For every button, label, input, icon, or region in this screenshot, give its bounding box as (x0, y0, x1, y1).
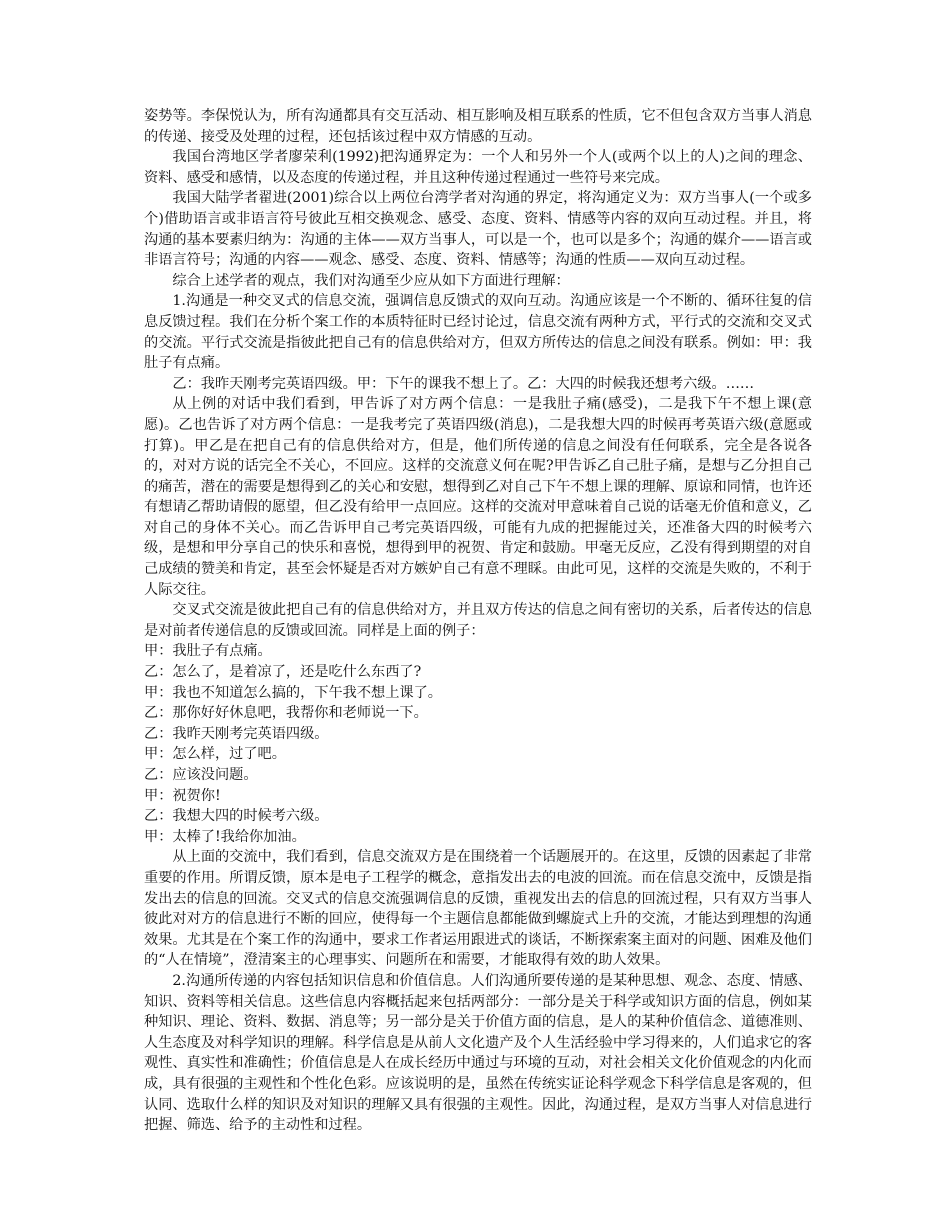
paragraph-feedback-analysis: 从上面的交流中，我们看到，信息交流双方是在围绕着一个话题展开的。在这里，反馈的因素起了非常重要的作用。所谓反馈，原本是电子工程学的概念，意指发出去的电波的回流。而在信息交流中，反馈是指发出去的信息的回流。交叉式的信息交流强调信息的反馈，重视发出去的信息的回流过程，只有双方当事人彼此对对方的信息进行不断的回应，使得每一个主题信息都能做到螺旋式上升的交流，才能达到理想的沟通效果。尤其是在个案工作的沟通中，要求工作者运用跟进式的谈话，不断探索案主面对的问题、困难及他们的“人在情境”，澄清案主的心理事实、问题所在和需要，才能取得有效的助人效果。 (144, 849, 812, 969)
paragraph-zhai-definition: 我国大陆学者翟进(2001)综合以上两位台湾学者对沟通的界定，将沟通定义为：双方当事人(一个或多个)借助语言或非语言符号彼此互相交换观念、感受、态度、资料、情感等内容的双向互动过程。并且，将沟通的基本要素归纳为：沟通的主体——双方当事人，可以是一个，也可以是多个；沟通的媒介——语言或非语言符号；沟通的内容——观念、感受、态度、资料、情感等；沟通的性质——双向互动过程。 (144, 190, 812, 269)
paragraph-summary-intro: 综合上述学者的观点，我们对沟通至少应从如下方面进行理解： (172, 272, 570, 289)
paragraph-point-2: 2.沟通所传递的内容包括知识信息和价值信息。人们沟通所要传递的是某种思想、观念、态度、情感、知识、资料等相关信息。这些信息内容概括起来包括两部分：一部分是关于科学或知识方面的信息，例如某种知识、理论、资料、数据、消息等；另一部分是关于价值方面的信息，是人的某种价值信念、道德准则、人生态度及对科学知识的理解。科学信息是从前人文化遗产及个人生活经验中学习得来的，人们追求它的客观性、真实性和准确性；价值信息是人在成长经历中通过与环境的互动，对社会相关文化价值观念的内化而成，具有很强的主观性和个性化色彩。应该说明的是，虽然在传统实证论科学观念下科学信息是客观的，但认同、选取什么样的知识及对知识的理解又具有很强的主观性。因此，沟通过程，是双方当事人对信息进行把握、筛选、给予的主动性和过程。 (144, 972, 812, 1134)
dialog-line: 甲：太棒了!我给你加油。 (144, 828, 306, 845)
dialog-line: 乙：我昨天刚考完英语四级。 (144, 725, 329, 742)
dialog-line: 乙：怎么了，是着凉了，还是吃什么东西了? (144, 664, 422, 681)
paragraph-liao-definition: 我国台湾地区学者廖荣利(1992)把沟通界定为：一个人和另外一个人(或两个以上的人)之间的理念、资料、感受和感情，以及态度的传递过程，并且这种传递过程通过一些符号来完成。 (144, 149, 812, 186)
dialog-line: 乙：应该没问题。 (144, 767, 258, 783)
paragraph-cross-intro: 交叉式交流是彼此把自己有的信息供给对方，并且双方传达的信息之间有密切的关系，后者传达的信息是对前者传递信息的反馈或回流。同样是上面的例子： (144, 602, 812, 639)
paragraph-parallel-analysis: 从上例的对话中我们看到，甲告诉了对方两个信息：一是我肚子痛(感受)，二是我下午不想上课(意愿)。乙也告诉了对方两个信息：一是我考完了英语四级(消息)，二是我想大四的时候再考英语六级(意愿或打算)。甲乙是在把自己有的信息供给对方，但是，他们所传递的信息之间没有任何联系，完全是各说各的，对对方说的话完全不关心，不回应。这样的交流意义何在呢?甲告诉乙自己肚子痛，是想与乙分担自己的痛苦，潜在的需要是想得到乙的关心和安慰，想得到乙对自己下午不想上课的理解、原谅和同情，也许还有想请乙帮助请假的愿望，但乙没有给甲一点回应。这样的交流对甲意味着自己说的话毫无价值和意义，乙对自己的身体不关心。而乙告诉甲自己考完英语四级，可能有九成的把握能过关，还准备大四的时候考六级，是想和甲分享自己的快乐和喜悦，想得到甲的祝贺、肯定和鼓励。甲毫无反应，乙没有得到期望的对自己成绩的赞美和肯定，甚至会怀疑是否对方嫉妒自己有意不理睬。由此可见，这样的交流是失败的，不利于人际交往。 (144, 396, 812, 598)
document-page (144, 106, 812, 1136)
dialog-line: 乙：我想大四的时候考六级。 (144, 808, 329, 825)
dialog-line: 甲：我也不知道怎么搞的，下午我不想上课了。 (144, 684, 442, 701)
paragraph-point-1: 1.沟通是一种交叉式的信息交流，强调信息反馈式的双向互动。沟通应该是一个不断的、循环往复的信息反馈过程。我们在分析个案工作的本质特征时已经讨论过，信息交流有两种方式，平行式的交流和交叉式的交流。平行式交流是指彼此把自己有的信息供给对方，但双方所传达的信息之间没有联系。例如：甲：我肚子有点痛。 (144, 293, 812, 372)
dialog-line: 乙：那你好好休息吧，我帮你和老师说一下。 (144, 705, 428, 722)
dialog-line: 甲：怎么样，过了吧。 (144, 746, 286, 763)
dialog-line: 甲：我肚子有点痛。 (144, 643, 272, 660)
paragraph-continuation: 姿势等。李保悦认为，所有沟通都具有交互活动、相互影响及相互联系的性质，它不但包含双方当事人消息的传递、接受及处理的过程，还包括该过程中双方情感的互动。 (144, 108, 812, 145)
paragraph-parallel-example: 乙：我昨天刚考完英语四级。甲：下午的课我不想上了。乙：大四的时候我还想考六级。…… (172, 375, 755, 392)
dialog-line: 甲：祝贺你! (144, 787, 221, 804)
